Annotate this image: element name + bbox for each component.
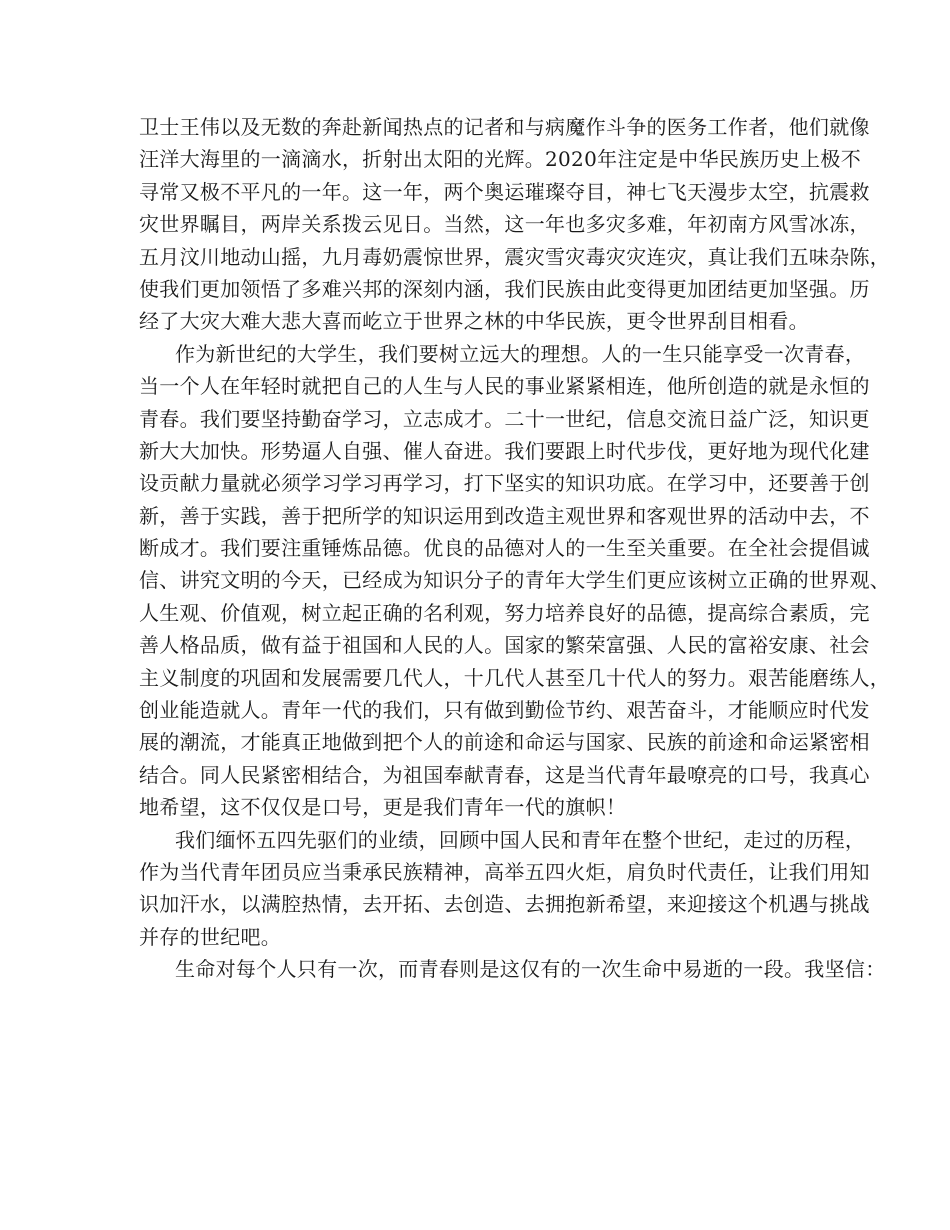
text-line: 灾世界瞩目，两岸关系拨云见日。当然，这一年也多灾多难，年初南方风雪冰冻， bbox=[139, 212, 870, 237]
text-line: 地希望，这不仅仅是口号，更是我们青年一代的旗帜！ bbox=[139, 795, 627, 820]
text-line: 当一个人在年轻时就把自己的人生与人民的事业紧紧相连，他所创造的就是永恒的 bbox=[139, 374, 870, 399]
text-line: 结合。同人民紧密相结合，为祖国奉献青春，这是当代青年最嘹亮的口号，我真心 bbox=[139, 762, 870, 787]
text-line: 作为新世纪的大学生，我们要树立远大的理想。人的一生只能享受一次青春， bbox=[175, 341, 866, 366]
paragraph-3 bbox=[139, 824, 870, 954]
text-line: 创业能造就人。青年一代的我们，只有做到勤俭节约、艰苦奋斗，才能顺应时代发 bbox=[139, 698, 870, 723]
text-line: 使我们更加领悟了多难兴邦的深刻内涵，我们民族由此变得更加团结更加坚强。历 bbox=[139, 276, 870, 301]
text-line: 信、讲究文明的今天，已经成为知识分子的青年大学生们更应该树立正确的世界观、 bbox=[139, 568, 891, 593]
text-line: 主义制度的巩固和发展需要几代人，十几代人甚至几十代人的努力。艰苦能磨练人， bbox=[139, 665, 891, 690]
document-body bbox=[139, 111, 891, 986]
text-line: 人生观、价值观，树立起正确的名利观，努力培养良好的品德，提高综合素质，完 bbox=[139, 600, 870, 625]
text-line: 断成才。我们要注重锤炼品德。优良的品德对人的一生至关重要。在全社会提倡诚 bbox=[139, 536, 870, 561]
text-line: 经了大灾大难大悲大喜而屹立于世界之林的中华民族，更令世界刮目相看。 bbox=[139, 309, 809, 334]
paragraph-2 bbox=[139, 338, 891, 824]
text-line: 五月汶川地动山摇，九月毒奶震惊世界，震灾雪灾毒灾灾连灾，真让我们五味杂陈， bbox=[139, 244, 891, 269]
paragraph-1 bbox=[139, 111, 891, 338]
text-line: 新大大加快。形势逼人自强、催人奋进。我们要跟上时代步伐，更好地为现代化建 bbox=[139, 438, 870, 463]
text-line: 设贡献力量就必须学习学习再学习，打下坚实的知识功底。在学习中，还要善于创 bbox=[139, 471, 870, 496]
paragraph-4 bbox=[139, 953, 886, 985]
text-line: 并存的世纪吧。 bbox=[139, 924, 282, 949]
text-line: 寻常又极不平凡的一年。这一年，两个奥运璀璨夺目，神七飞天漫步太空，抗震救 bbox=[139, 179, 870, 204]
text-line: 善人格品质，做有益于祖国和人民的人。国家的繁荣富强、人民的富裕安康、社会 bbox=[139, 633, 870, 658]
text-line: 汪洋大海里的一滴滴水，折射出太阳的光辉。2020年注定是中华民族历史上极不 bbox=[139, 147, 861, 172]
text-line: 新，善于实践，善于把所学的知识运用到改造主观世界和客观世界的活动中去，不 bbox=[139, 503, 870, 528]
text-line: 卫士王伟以及无数的奔赴新闻热点的记者和与病魔作斗争的医务工作者，他们就像 bbox=[139, 115, 870, 139]
text-line: 我们缅怀五四先驱们的业绩，回顾中国人民和青年在整个世纪，走过的历程， bbox=[175, 827, 866, 852]
text-line: 作为当代青年团员应当秉承民族精神，高举五四火炬，肩负时代责任，让我们用知 bbox=[139, 859, 870, 884]
text-line: 展的潮流，才能真正地做到把个人的前途和命运与国家、民族的前途和命运紧密相 bbox=[139, 730, 870, 755]
text-line: 识加汗水，以满腔热情，去开拓、去创造、去拥抱新希望，来迎接这个机遇与挑战 bbox=[139, 892, 870, 917]
text-line: 生命对每个人只有一次，而青春则是这仅有的一次生命中易逝的一段。我坚信： bbox=[175, 957, 886, 982]
text-line: 青春。我们要坚持勤奋学习，立志成才。二十一世纪，信息交流日益广泛，知识更 bbox=[139, 406, 870, 431]
